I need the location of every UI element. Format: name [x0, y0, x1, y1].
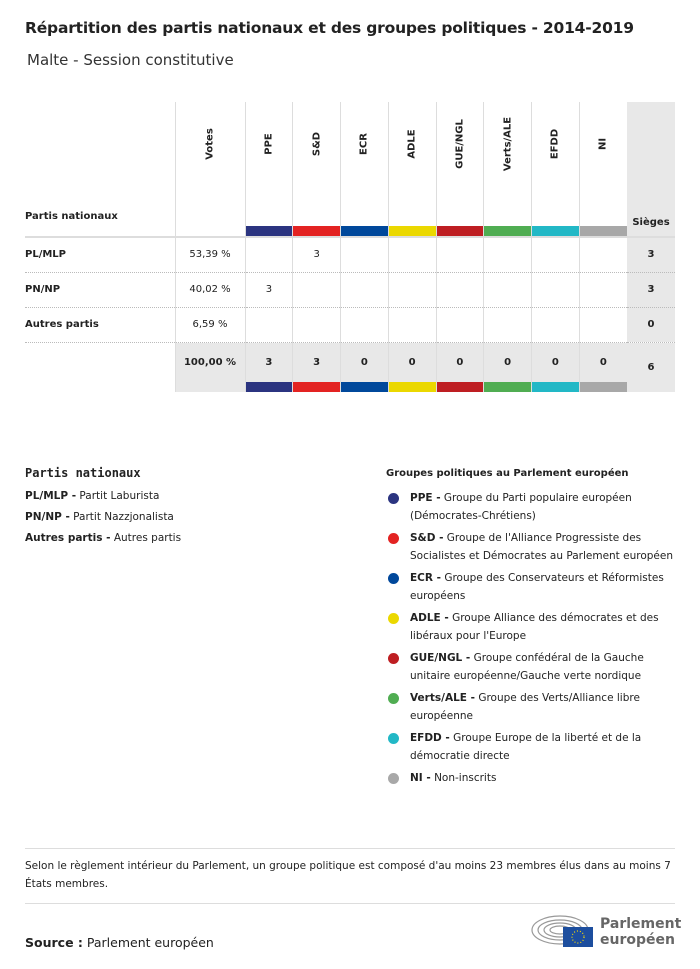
- seat-cell: [388, 237, 436, 272]
- legend-groups: [386, 468, 676, 791]
- total-group-seats: 0: [579, 342, 627, 392]
- header-party: Partis nationaux: [25, 102, 175, 237]
- legend-group-item: S&D - Groupe de l'Alliance Progressiste des Socialistes et Démocrates au Parlement européen: [386, 529, 676, 565]
- seats-cell: 0: [627, 307, 675, 342]
- group-color-dot-icon: [388, 573, 399, 584]
- seat-cell: [436, 272, 484, 307]
- header-group: ECR: [341, 102, 389, 237]
- seat-cell: [532, 237, 580, 272]
- hemicycle-icon: [530, 912, 596, 948]
- seat-cell: [484, 237, 532, 272]
- header-group: S&D: [293, 102, 341, 237]
- total-group-seats: 0: [532, 342, 580, 392]
- group-color-dot-icon: [388, 493, 399, 504]
- header-seats: Sièges: [627, 102, 675, 237]
- legend-party-item: Autres partis - Autres partis: [25, 532, 182, 544]
- seats-cell: 3: [627, 237, 675, 272]
- seat-cell: [341, 272, 389, 307]
- header-group: NI: [579, 102, 627, 237]
- seat-cell: [436, 307, 484, 342]
- seat-cell: [245, 237, 293, 272]
- seat-cell: [388, 307, 436, 342]
- seat-cell: [245, 307, 293, 342]
- seat-cell: [579, 272, 627, 307]
- group-color-bar: [293, 382, 340, 392]
- total-group-seats: 0: [436, 342, 484, 392]
- legend-party-item: PN/NP - Partit Nazzjonalista: [25, 511, 174, 523]
- group-color-bar: [389, 226, 436, 236]
- seat-cell: [532, 272, 580, 307]
- total-group-seats: 3: [245, 342, 293, 392]
- legend-groups-title: Groupes politiques au Parlement européen: [386, 468, 629, 479]
- group-color-bar: [293, 226, 340, 236]
- votes-cell: 6,59 %: [175, 307, 245, 342]
- source: Source : Parlement européen: [25, 935, 214, 950]
- header-group: Verts/ALE: [484, 102, 532, 237]
- seats-cell: 3: [627, 272, 675, 307]
- legend-group-item: GUE/NGL - Groupe confédéral de la Gauche unitaire européenne/Gauche verte nordique: [386, 649, 676, 685]
- legend-group-item: Verts/ALE - Groupe des Verts/Alliance libre européenne: [386, 689, 676, 725]
- seat-cell: [579, 237, 627, 272]
- total-row: [25, 342, 675, 392]
- votes-cell: 40,02 %: [175, 272, 245, 307]
- seat-cell: [484, 307, 532, 342]
- seat-cell: [484, 272, 532, 307]
- group-color-dot-icon: [388, 773, 399, 784]
- header-votes: Votes: [175, 102, 245, 237]
- legend-group-item: ADLE - Groupe Alliance des démocrates et des libéraux pour l'Europe: [386, 609, 676, 645]
- seat-cell: [293, 272, 341, 307]
- seat-cell: [293, 307, 341, 342]
- seat-cell: [341, 307, 389, 342]
- total-group-seats: 3: [293, 342, 341, 392]
- group-color-bar: [484, 226, 531, 236]
- party-name: Autres partis: [25, 307, 175, 342]
- total-votes: 100,00 %: [175, 342, 245, 392]
- seat-cell: [436, 237, 484, 272]
- seats-table: [25, 102, 675, 392]
- group-color-bar: [484, 382, 531, 392]
- footnote: Selon le règlement intérieur du Parlement, un groupe politique est composé d'au moins 23 membres élus dans au moins 7 États membres.: [25, 848, 675, 904]
- group-color-dot-icon: [388, 533, 399, 544]
- group-color-dot-icon: [388, 733, 399, 744]
- group-color-bar: [341, 226, 388, 236]
- group-color-bar: [437, 382, 484, 392]
- group-color-bar: [246, 226, 293, 236]
- seat-cell: 3: [245, 272, 293, 307]
- legend-group-item: EFDD - Groupe Europe de la liberté et de la démocratie directe: [386, 729, 676, 765]
- seat-cell: [341, 237, 389, 272]
- legend-party-item: PL/MLP - Partit Laburista: [25, 490, 160, 502]
- parliament-logo: Parlement européen: [530, 912, 680, 952]
- page-title: Répartition des partis nationaux et des groupes politiques - 2014-2019: [25, 19, 634, 37]
- header-group: GUE/NGL: [436, 102, 484, 237]
- seat-cell: [532, 307, 580, 342]
- group-color-bar: [246, 382, 293, 392]
- group-color-dot-icon: [388, 693, 399, 704]
- party-name: PN/NP: [25, 272, 175, 307]
- legend-parties: [25, 466, 181, 553]
- table-row: [25, 237, 675, 272]
- seat-cell: [579, 307, 627, 342]
- votes-cell: 53,39 %: [175, 237, 245, 272]
- page-subtitle: Malte - Session constitutive: [27, 51, 234, 69]
- total-seats: 6: [627, 342, 675, 392]
- group-color-bar: [580, 226, 627, 236]
- legend-group-item: NI - Non-inscrits: [386, 769, 676, 787]
- group-color-bar: [532, 226, 579, 236]
- group-color-bar: [389, 382, 436, 392]
- table-row: [25, 272, 675, 307]
- group-color-dot-icon: [388, 653, 399, 664]
- legend-parties-title: Partis nationaux: [25, 466, 141, 480]
- total-group-seats: 0: [341, 342, 389, 392]
- table-row: [25, 307, 675, 342]
- group-color-bar: [532, 382, 579, 392]
- group-color-dot-icon: [388, 613, 399, 624]
- seat-cell: [388, 272, 436, 307]
- total-group-seats: 0: [484, 342, 532, 392]
- header-group: ADLE: [388, 102, 436, 237]
- group-color-bar: [341, 382, 388, 392]
- group-color-bar: [580, 382, 627, 392]
- header-group: PPE: [245, 102, 293, 237]
- legend-group-item: PPE - Groupe du Parti populaire européen (Démocrates-Chrétiens): [386, 489, 676, 525]
- group-color-bar: [437, 226, 484, 236]
- legend-group-item: ECR - Groupe des Conservateurs et Réformistes européens: [386, 569, 676, 605]
- header-group: EFDD: [532, 102, 580, 237]
- total-group-seats: 0: [388, 342, 436, 392]
- party-name: PL/MLP: [25, 237, 175, 272]
- seat-cell: 3: [293, 237, 341, 272]
